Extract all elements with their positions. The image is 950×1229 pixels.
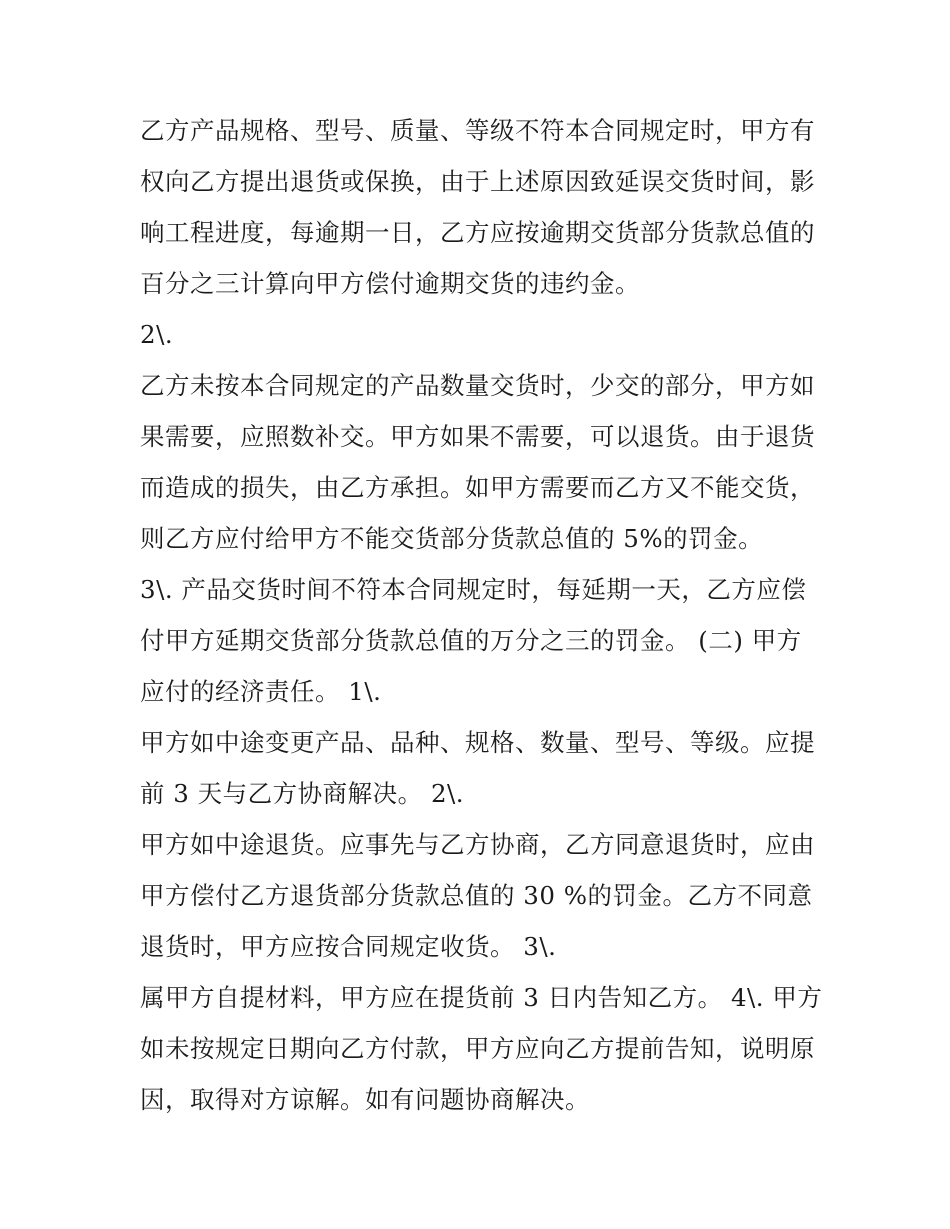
text-line: 乙方未按本合同规定的产品数量交货时，少交的部分，甲方如: [140, 371, 815, 400]
text-line: 乙方产品规格、型号、质量、等级不符本合同规定时，甲方有: [140, 116, 815, 145]
text-line: 果需要，应照数补交。甲方如果不需要，可以退货。由于退货: [140, 422, 815, 451]
text-line: 而造成的损失，由乙方承担。如甲方需要而乙方又不能交货，: [140, 473, 815, 502]
text-line: 3\. 产品交货时间不符本合同规定时，每延期一天，乙方应偿: [140, 575, 807, 604]
text-line: 权向乙方提出退货或保换，由于上述原因致延误交货时间，影: [140, 167, 815, 196]
text-line: 退货时，甲方应按合同规定收货。 3\.: [140, 932, 557, 961]
text-line: 应付的经济责任。 1\.: [140, 677, 382, 706]
text-line: 甲方如中途变更产品、品种、规格、数量、型号、等级。应提: [140, 728, 815, 757]
text-line: 因，取得对方谅解。如有问题协商解决。: [140, 1085, 590, 1114]
text-line: 则乙方应付给甲方不能交货部分货款总值的 5%的罚金。: [140, 524, 764, 553]
text-line: 百分之三计算向甲方偿付逾期交货的违约金。: [140, 269, 640, 298]
text-line: 属甲方自提材料，甲方应在提货前 3 日内告知乙方。 4\. 甲方: [140, 983, 823, 1012]
text-line: 甲方偿付乙方退货部分货款总值的 30 %的罚金。乙方不同意: [140, 881, 813, 910]
text-line: 响工程进度，每逾期一日，乙方应按逾期交货部分货款总值的: [140, 218, 815, 247]
document-body: [140, 105, 830, 1125]
text-line: 甲方如中途退货。应事先与乙方协商，乙方同意退货时，应由: [140, 830, 815, 859]
text-line: 如未按规定日期向乙方付款，甲方应向乙方提前告知，说明原: [140, 1034, 815, 1063]
text-line: 付甲方延期交货部分货款总值的万分之三的罚金。 (二) 甲方: [140, 626, 802, 655]
text-line: 2\.: [140, 320, 174, 349]
text-line: 前 3 天与乙方协商解决。 2\.: [140, 779, 465, 808]
